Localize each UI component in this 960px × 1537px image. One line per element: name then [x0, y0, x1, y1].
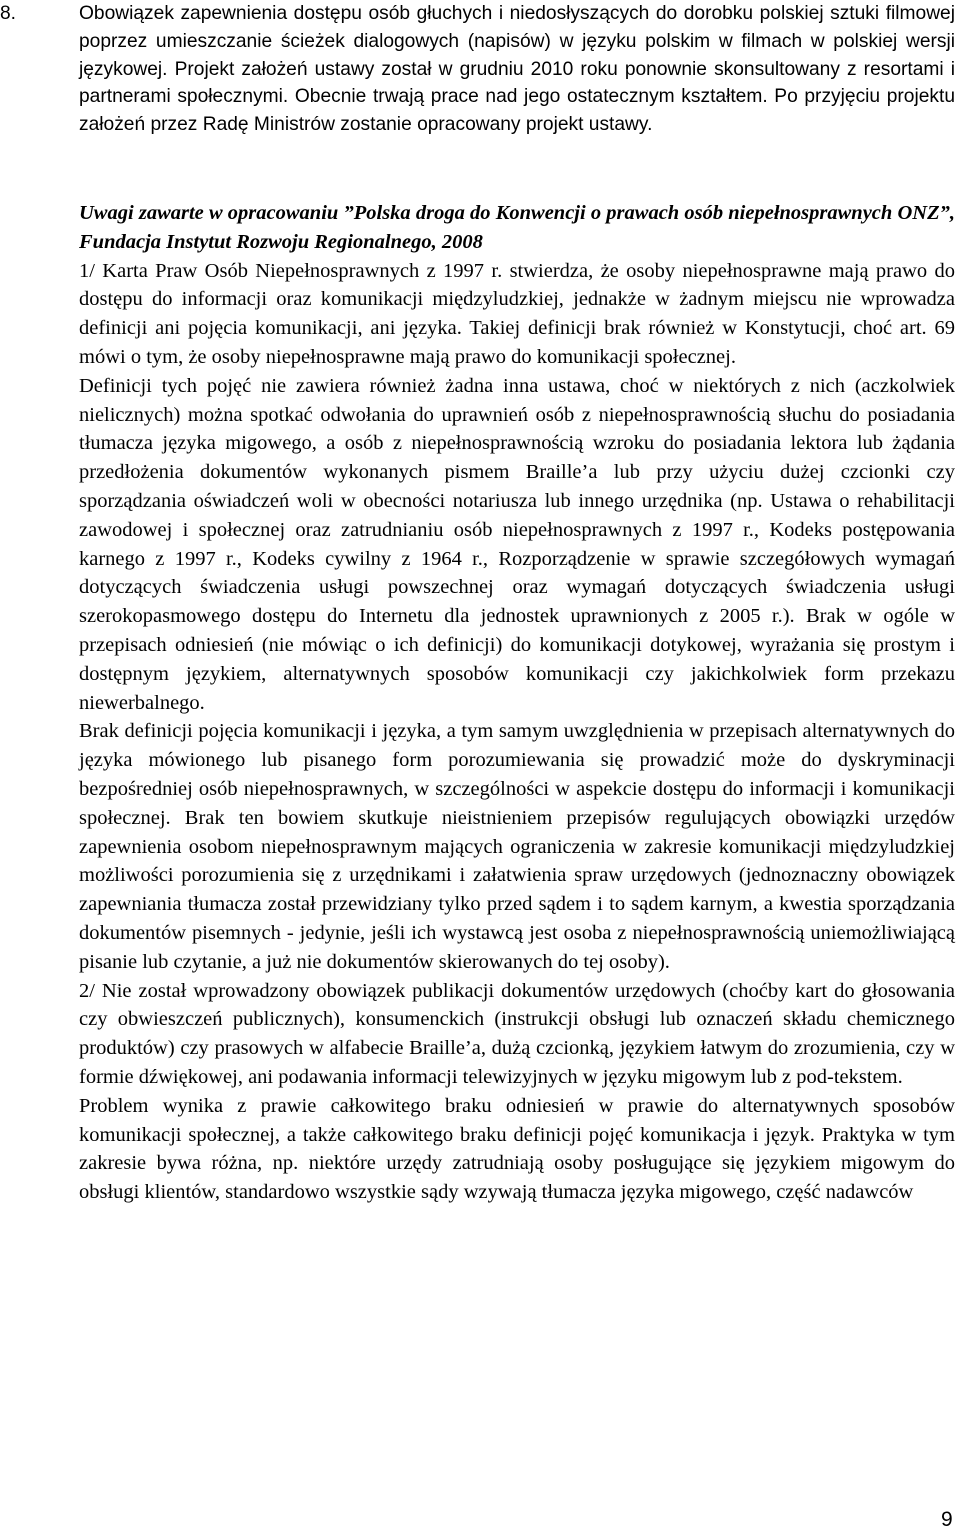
remarks-paragraph-2: Definicji tych pojęć nie zawiera również żadna inna ustawa, choć w niektórych z nich (aczkolwiek nielicznych) można spotkać odwołania do uprawnień osób z niepełnosprawnością słuchu do posiadania tłumacza języka migowego, a osób z niepełnosprawnością wzroku do posiadania lektora lub żądania przedłożenia dokumentów wykonanych pismem Braille’a lub przy użyciu dużej czcionki czy sporządzania oświadczeń woli w obecności notariusza lub innego urzędnika (np. Ustawa o rehabilitacji zawodowej i społecznej oraz zatrudnianiu osób niepełnosprawnych z 1997 r., Kodeks postępowania karnego z 1997 r., Kodeks cywilny z 1964 r., Rozporządzenie w sprawie szczegółowych wymagań dotyczących świadczenia usługi powszechnej oraz wymagań dotyczących świadczenia usługi szerokopasmowego dostępu do Internetu dla jednostek uprawnionych z 2005 r.). Brak w ogóle w przepisach odniesień (nie mówiąc o ich definicji) do komunikacji dotykowej, wyrażania się prostym i dostępnym językiem, alternatywnych sposobów komunikacji czy jakichkolwiek form przekazu niewerbalnego.	[79, 374, 955, 714]
page-number: 9	[941, 1508, 953, 1531]
remarks-section	[79, 199, 955, 1207]
list-item-8	[0, 0, 955, 139]
list-item-8-paragraph	[0, 0, 955, 139]
remarks-paragraph-4: 2/ Nie został wprowadzony obowiązek publikacji dokumentów urzędowych (choćby kart do głosowania czy obwieszczeń publicznych), konsumenckich (instrukcji obsługi lub oznaczeń składu chemicznego produktów) czy prasowych w alfabecie Braille’a, dużą czcionką, językiem łatwym do zrozumienia, czy w formie dźwiękowej, ani podawania informacji telewizyjnych w języku migowym lub z pod-tekstem.	[79, 979, 955, 1088]
remarks-paragraph-3: Brak definicji pojęcia komunikacji i języka, a tym samym uwzględnienia w przepisach alternatywnych do języka mówionego lub pisanego form porozumiewania się prowadzić może do dyskryminacji bezpośredniej osób niepełnosprawnych, w szczególności w aspekcie dostępu do informacji i komunikacji społecznej. Brak ten bowiem skutkuje nieistnieniem przepisów regulujących obowiązki urzędów zapewnienia osobom niepełnosprawnym mających ograniczenia w zakresie komunikacji międzyludzkiej możliwości porozumienia się z urzędnikami i załatwienia spraw urzędowych (jednoznaczny obowiązek zapewniania tłumacza został przewidziany tylko przed sądem i to sądem karnym, a kwestia sporządzania dokumentów pisemnych - jedynie, jeśli ich wystawcą jest osoba z niepełnosprawnością uniemożliwiającą pisanie lub czytanie, a już nie dokumentów skierowanych do tej osoby).	[79, 720, 955, 973]
remarks-heading: Uwagi zawarte w opracowaniu ”Polska droga do Konwencji o prawach osób niepełnosprawnych ONZ”, Fundacja Instytut Rozwoju Regionalnego, 2008	[79, 202, 955, 253]
remarks-paragraph-1: 1/ Karta Praw Osób Niepełnosprawnych z 1997 r. stwierdza, że osoby niepełnosprawne mają prawo do dostępu do informacji oraz komunikacji międzyludzkiej, jednakże w żadnym miejscu nie wprowadza definicji ani pojęcia komunikacji, ani języka. Takiej definicji brak również w Konstytucji, choć art. 69 mówi o tym, że osoby niepełnosprawne mają prawo do komunikacji społecznej.	[79, 259, 955, 368]
remarks-paragraph-5: Problem wynika z prawie całkowitego braku odniesień w prawie do alternatywnych sposobów komunikacji społecznej, a także całkowitego braku definicji pojęć komunikacja i język. Praktyka w tym zakresie bywa różna, np. niektóre urzędy zatrudniają osoby posługujące się językiem migowym do obsługi klientów, standardowo wszystkie sądy wzywają tłumacza języka migowego, część nadawców	[79, 1094, 955, 1204]
list-item-text: Obowiązek zapewnienia dostępu osób głuchych i niedosłyszących do dorobku polskiej sztuki filmowej poprzez umieszczanie ścieżek dialogowych (napisów) w języku polskim w filmach w polskiej wersji językowej. Projekt założeń ustawy został w grudniu 2010 roku ponownie skonsultowany z resortami i partnerami społecznymi. Obecnie trwają prace nad jego ostatecznym kształtem. Po przyjęciu projektu założeń przez Radę Ministrów zostanie opracowany projekt ustawy.	[79, 3, 955, 136]
list-item-number: 8.	[0, 3, 17, 24]
